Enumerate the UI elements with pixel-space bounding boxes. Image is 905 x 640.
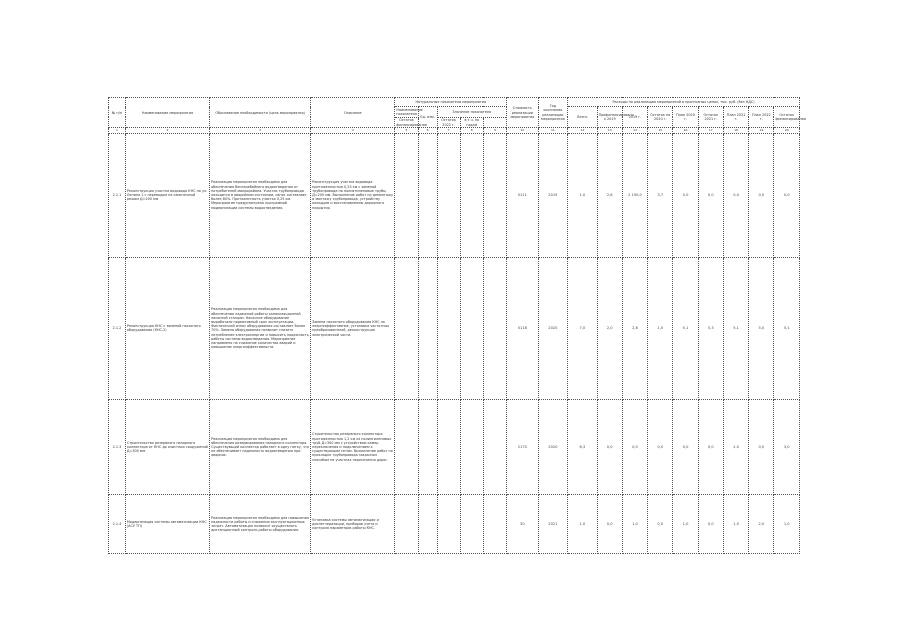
row-tech-cell: [460, 399, 483, 494]
row-value: 5111: [507, 133, 539, 257]
row-value: 0,0: [648, 495, 673, 554]
header-inv-d: 2019 г.: [622, 107, 647, 128]
row-num: 2.1.3: [109, 399, 126, 494]
header-tech-group: Натуральные показатели мероприятия: [395, 98, 507, 107]
row-value: 2021: [538, 495, 567, 554]
table-row: [109, 133, 800, 257]
row-tech-cell: [483, 399, 506, 494]
header-tech-b: Ед. изм.: [418, 107, 437, 128]
row-value: 0,0: [749, 133, 774, 257]
row-tech-cell: [418, 133, 437, 257]
row-value: 5,1: [774, 257, 800, 399]
row-num: 2.1.2: [109, 257, 126, 399]
col-number: 1: [109, 128, 126, 133]
row-num: 2.1.1: [109, 133, 126, 257]
row-value: 2020: [538, 399, 567, 494]
row-tech-cell: [395, 399, 418, 494]
row-value: 3,7: [648, 133, 673, 257]
col-number: 12: [568, 128, 597, 133]
row-value: 5,1: [673, 257, 698, 399]
row-tech-cell: [460, 133, 483, 257]
row-value: 5118: [507, 257, 539, 399]
row-tech-cell: [437, 399, 460, 494]
row-value: 5,0: [749, 257, 774, 399]
header-basis: Обоснование необходимости (цель мероприятия): [210, 98, 311, 128]
header-inv-l: в т.ч. по годам: [460, 117, 483, 128]
col-number: 10: [507, 128, 539, 133]
investment-table: [108, 97, 806, 554]
header-cost-total: Стоимость реализации мероприятия: [507, 98, 539, 128]
row-tech-cell: [437, 133, 460, 257]
header-inv-k: Остаток финансирования: [774, 107, 800, 128]
row-name: Реконструкция участка водовода КНС по ул. Ленина 1 с переводом на самотечный режим Д=200 мм: [125, 133, 209, 257]
header-tech-c: Значение показателя: [437, 107, 507, 118]
row-value: 2,0: [597, 257, 622, 399]
header-inv-a: Всего: [568, 107, 597, 128]
row-value: 1,0: [622, 495, 647, 554]
row-value: 2 150,0: [622, 133, 647, 257]
row-tech-cell: [395, 257, 418, 399]
header-num: № п/п: [109, 98, 126, 128]
row-description: Установка системы автоматизации и диспетчеризации, приборов учета и контроля параметров работы КНС.: [311, 495, 395, 554]
header-inv-e: Остаток на 2020 г.: [648, 107, 673, 128]
row-basis: Реализация мероприятия необходима для повышения надежности работы и снижения эксплуатационных затрат. Автоматизация позволит осуществлять дистанционный контроль работы оборудования.: [210, 495, 311, 554]
row-value: 30: [507, 495, 539, 554]
row-value: 0,0: [673, 399, 698, 494]
row-value: 0,0: [723, 133, 748, 257]
row-tech-cell: [437, 495, 460, 554]
col-number: 19: [749, 128, 774, 133]
row-value: 0,0: [673, 133, 698, 257]
row-value: 0,0: [597, 495, 622, 554]
row-tech-cell: [395, 495, 418, 554]
col-number: 14: [622, 128, 647, 133]
header-cost-prev: Год окончания реализации мероприятия: [538, 98, 567, 128]
row-name: Модернизация системы автоматизации КНС (АСУ ТП): [125, 495, 209, 554]
header-tech-c2: [483, 117, 506, 128]
row-value: 2,0: [723, 399, 748, 494]
table-row: [109, 495, 800, 554]
col-number: 3: [210, 128, 311, 133]
row-num: 2.1.4: [109, 495, 126, 554]
header-inv-f: План 2020 г.: [673, 107, 698, 128]
row-tech-cell: [460, 257, 483, 399]
row-value: 1,0: [568, 495, 597, 554]
row-basis: Реализация мероприятия необходима для обеспечения резервирования напорного коллектора. Существующий коллектор работает в одну нитку, что не обеспечивает надежность водоотведения при авариях.: [210, 399, 311, 494]
row-tech-cell: [418, 495, 437, 554]
header-inv-j: План 2022 г.: [749, 107, 774, 128]
header-inv-i: Остаток 2022 г.: [437, 117, 460, 128]
row-tech-cell: [437, 257, 460, 399]
row-value: 1,0: [673, 495, 698, 554]
col-number: 17: [698, 128, 723, 133]
row-tech-cell: [395, 133, 418, 257]
col-number: 16: [673, 128, 698, 133]
row-value: 0,0: [698, 495, 723, 554]
row-value: 2,6: [597, 133, 622, 257]
row-tech-cell: [483, 495, 506, 554]
col-number: 6: [418, 128, 437, 133]
col-number: 7: [437, 128, 460, 133]
row-tech-cell: [418, 399, 437, 494]
col-number: 8: [460, 128, 483, 133]
row-name: Реконструкция КНС с заменой насосного оборудования (КНС-2): [125, 257, 209, 399]
table-row: [109, 399, 800, 494]
row-value: 2170: [507, 399, 539, 494]
row-value: 1,0: [723, 495, 748, 554]
row-value: 1,0: [648, 257, 673, 399]
row-value: 6,3: [568, 399, 597, 494]
row-value: 1,0: [568, 133, 597, 257]
row-value: 5,1: [723, 257, 748, 399]
header-description: Описание: [311, 98, 395, 128]
row-value: 0,0: [648, 399, 673, 494]
header-invest-group: Расходы на реализацию мероприятий в прогнозных ценах, тыс. руб. (без НДС): [568, 98, 800, 107]
row-basis: Реализация мероприятия необходима для обеспечения бесперебойного водоотведения от потребителей микрорайона. Участок трубопровода находится в аварийном состоянии, износ составляет более 80%. Протяженность участка 0,25 км. Мероприятие предусмотрено программой модернизации системы водоотведения.: [210, 133, 311, 257]
header-name: Наименование мероприятия: [125, 98, 209, 128]
row-tech-cell: [483, 133, 506, 257]
row-value: 3,0: [774, 399, 800, 494]
col-number: 20: [774, 128, 800, 133]
row-value: 1,0: [774, 495, 800, 554]
row-value: 2020: [538, 257, 567, 399]
header-inv-b: Профинансировано к 2019: [597, 107, 622, 128]
header-inv-g: Остаток 2021 г.: [698, 107, 723, 128]
row-name: Строительство резервного напорного коллектора от КНС до очистных сооружений Д=300 мм: [125, 399, 209, 494]
row-tech-cell: [483, 257, 506, 399]
row-value: 2019: [538, 133, 567, 257]
row-value: 0,0: [749, 399, 774, 494]
row-value: 5,3: [698, 257, 723, 399]
row-value: 0,0: [698, 399, 723, 494]
col-number: 13: [597, 128, 622, 133]
col-number: 15: [648, 128, 673, 133]
col-number: 9: [483, 128, 506, 133]
row-tech-cell: [460, 495, 483, 554]
header-tech-a: Наименование показателя: [396, 107, 423, 116]
col-number: 4: [311, 128, 395, 133]
table-row: [109, 257, 800, 399]
header-inv-h: План 2021 г.: [723, 107, 748, 128]
row-value: 2,0: [749, 495, 774, 554]
row-value: 0,0: [622, 399, 647, 494]
row-value: 0,0: [698, 133, 723, 257]
row-tech-cell: [418, 257, 437, 399]
header-row-1: [109, 98, 800, 107]
row-basis: Реализация мероприятия необходима для обеспечения надежной работы канализационной насосной станции. Насосное оборудование выработало нормативный срок эксплуатации. Фактический износ оборудования составляет более 70%. Замена оборудования позволит снизить потребление электроэнергии и повысить надежность работы системы водоотведения. Мероприятие направлено на снижение количества аварий и повышение энергоэффективности.: [210, 257, 311, 399]
row-description: Замена насосного оборудования КНС на энергоэффективное, установка частотных преобразователей, реконструкция электрической части.: [311, 257, 395, 399]
row-description: Строительство резервного коллектора протяженностью 1,2 км из полиэтиленовых труб Д=300 мм с устройством камер переключения и подключением к существующим сетям. Выполнение работ по прокладке трубопровода закрытым способом на участках пересечения дорог.: [311, 399, 395, 494]
row-value: 0,0: [774, 133, 800, 257]
col-number: 18: [723, 128, 748, 133]
col-number: 2: [125, 128, 209, 133]
row-value: 7,0: [568, 257, 597, 399]
row-value: 0,0: [597, 399, 622, 494]
row-value: 2,8: [622, 257, 647, 399]
row-description: Реконструкция участка водовода протяженностью 0,25 км с заменой трубопровода на полиэтиленовые трубы Д=200 мм. Выполнение работ по демонтажу и монтажу трубопровода, устройству колодцев и восстановлению дорожного покрытия.: [311, 133, 395, 257]
col-number: 11: [538, 128, 567, 133]
col-number: 5: [395, 128, 418, 133]
header-inv-c: Остаток финансирования: [396, 118, 427, 127]
